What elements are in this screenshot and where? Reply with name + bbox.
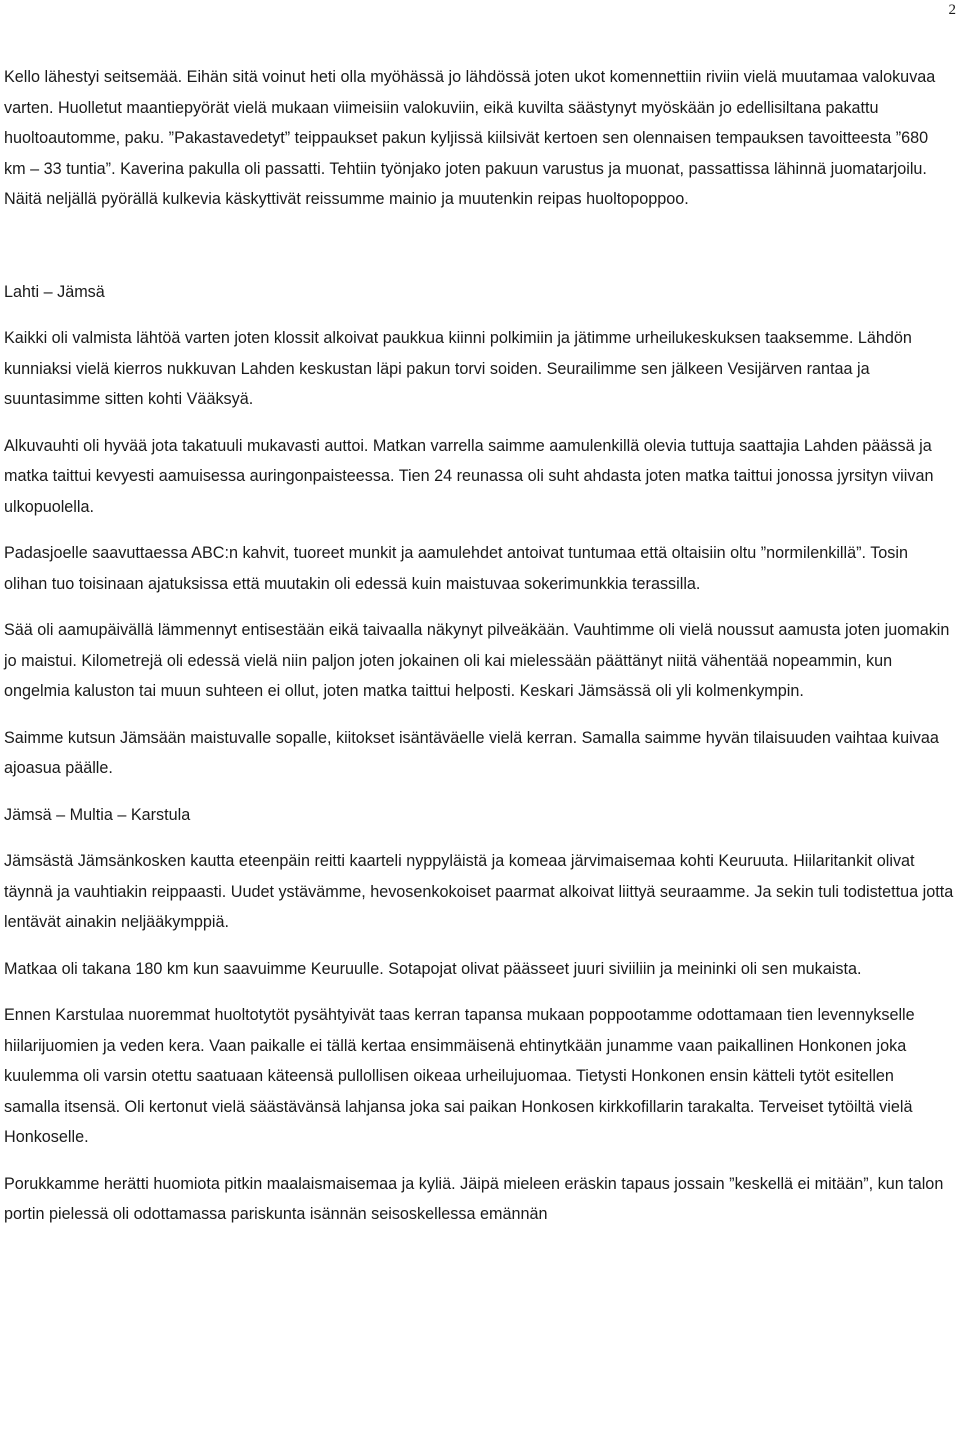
section-heading: Jämsä – Multia – Karstula	[4, 805, 191, 824]
paragraph: Kaikki oli valmista lähtöä varten joten klossit alkoivat paukkua kiinni polkimiin ja jätimme urheilukeskuksen taaksemme. Lähdön kunniaksi vielä kierros nukkuvan Lahden keskustan läpi pakun torvi soiden. Seurailimme sen jälkeen Vesijärven rantaa ja suuntasimme sitten kohti Vääksyä.	[4, 329, 912, 408]
paragraph: Matkaa oli takana 180 km kun saavuimme Keuruulle. Sotapojat olivat päässeet juuri siviiliin ja meininki oli sen mukaista.	[4, 959, 862, 978]
paragraph: Kello lähestyi seitsemää. Eihän sitä voinut heti olla myöhässä jo lähdössä joten ukot komennettiin riviin vielä muutamaa valokuvaa varten. Huolletut maantiepyörät vielä mukaan viimeisiin valokuviin, eikä kuvilta säästynyt myöskään jo edellisiltana pakattu huoltoautomme, paku. ”Pakastavedetyt” teippaukset pakun kyljissä kiilsivät kertoen sen olennaisen tempauksen tavoitteesta ”680 km – 33 tuntia”. Kaverina pakulla oli passatti. Tehtiin työnjako joten pakuun varustus ja muonat, passattissa lähinnä juomatarjoilu. Näitä neljällä pyörällä kulkevia käskyttivät reissumme mainio ja muutenkin reipas huoltopoppoo.	[4, 68, 936, 208]
paragraph: Padasjoelle saavuttaessa ABC:n kahvit, tuoreet munkit ja aamulehdet antoivat tuntumaa että oltaisiin oltu ”normilenkillä”. Tosin olihan tuo toisinaan ajatuksissa että muutakin oli edessä kuin maistuvaa sokerimunkkia terassilla.	[4, 544, 908, 593]
page-number: 2	[948, 2, 956, 18]
section-heading: Lahti – Jämsä	[4, 282, 105, 301]
paragraph: Saimme kutsun Jämsään maistuvalle sopalle, kiitokset isäntäväelle vielä kerran. Samalla saimme hyvän tilaisuuden vaihtaa kuivaa ajoasua päälle.	[4, 728, 939, 777]
paragraph: Porukkamme herätti huomiota pitkin maalaismaisemaa ja kyliä. Jäipä mieleen eräskin tapaus jossain ”keskellä ei mitään”, kun talon portin pielessä oli odottamassa pariskunta isännän seisoskellessa emännän	[4, 1174, 944, 1223]
paragraph: Jämsästä Jämsänkosken kautta eteenpäin reitti kaarteli nyppyläistä ja komeaa järvimaisemaa kohti Keuruuta. Hiilaritankit olivat täynnä ja vauhtiakin reippaasti. Uudet ystävämme, hevosenkokoiset paarmat alkoivat liittyä seuraamme. Ja sekin tuli todistettua jotta lentävät ainakin neljääkymppiä.	[4, 852, 954, 931]
paragraph: Alkuvauhti oli hyvää jota takatuuli mukavasti auttoi. Matkan varrella saimme aamulenkillä olevia tuttuja saattajia Lahden päässä ja matka taittui kevyesti aamuisessa auringonpaisteessa. Tien 24 reunassa oli suht ahdasta joten matka taittui jonossa jyrsityn viivan ulkopuolella.	[4, 436, 934, 516]
paragraph: Ennen Karstulaa nuoremmat huoltotytöt pysähtyivät taas kerran tapansa mukaan poppootamme odottamaan tien levennykselle hiilarijuomien ja veden kera. Vaan paikalle ei tällä kertaa ensimmäisenä ehtinytkään junamme vaan paikallinen Honkonen joka kuulemma oli varsin otettu saatuaan käteensä pullollisen oikeaa urheilujuomaa. Tietysti Honkonen ensin kätteli tytöt esitellen samalla itsensä. Oli kertonut vielä säästävänsä lahjansa joka sai paikan Honkosen kirkkofillarin tarakalta. Terveiset tytöiltä vielä Honkoselle.	[4, 1006, 915, 1146]
document-body	[4, 62, 954, 1246]
paragraph: Sää oli aamupäivällä lämmennyt entisestään eikä taivaalla näkynyt pilveäkään. Vauhtimme oli vielä noussut aamusta joten juomakin jo maistui. Kilometrejä oli edessä vielä niin paljon joten jokainen oli kai mielessään päättänyt niitä vähentää nopeammin, kun ongelmia kaluston tai muun suhteen ei ollut, joten matka taittui helposti. Keskari Jämsässä oli yli kolmenkympin.	[4, 621, 950, 700]
